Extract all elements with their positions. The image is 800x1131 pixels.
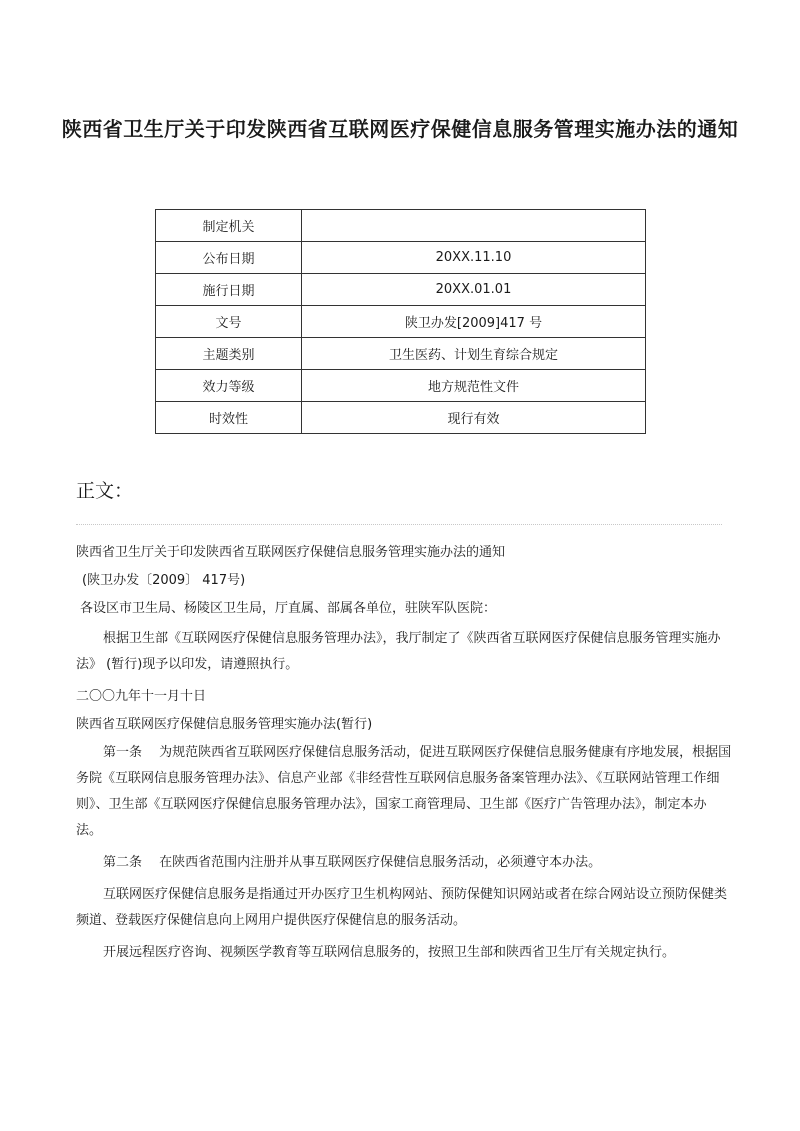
meta-value: [302, 210, 646, 242]
doc-number: (陕卫办发〔2009〕 417号): [82, 573, 246, 588]
article-1: 第一条 为规范陕西省互联网医疗保健信息服务活动，促进互联网医疗保健信息服务健康有序地发展，根据国务院《互联网信息服务管理办法》、信息产业部《非经营性互联网信息服务备案管理办法》、《互联网站管理工作细则》、卫生部《互联网医疗保健信息服务管理办法》，国家工商管理局、卫生部《医疗广告管理办法》，制定本办法。: [76, 745, 732, 838]
meta-value: 地方规范性文件: [302, 370, 646, 402]
document-title: 陕西省卫生厅关于印发陕西省互联网医疗保健信息服务管理实施办法的通知: [61, 117, 739, 142]
table-row: [156, 210, 646, 242]
document-body: [76, 540, 732, 972]
table-row: [156, 242, 646, 274]
meta-value: 陕卫办发[2009]417 号: [302, 306, 646, 338]
meta-label: 文号: [156, 306, 302, 338]
section-heading: 正文：: [76, 480, 134, 502]
metadata-table: [155, 209, 646, 434]
notice-title: 陕西省卫生厅关于印发陕西省互联网医疗保健信息服务管理实施办法的通知: [76, 545, 506, 560]
paragraph-intro: 根据卫生部《互联网医疗保健信息服务管理办法》，我厅制定了《陕西省互联网医疗保健信息服务管理实施办法》 (暂行)现予以印发，请遵照执行。: [76, 631, 721, 672]
table-row: [156, 338, 646, 370]
meta-value: 现行有效: [302, 402, 646, 434]
meta-label: 效力等级: [156, 370, 302, 402]
meta-label: 施行日期: [156, 274, 302, 306]
measures-title: 陕西省互联网医疗保健信息服务管理实施办法(暂行): [76, 717, 373, 732]
meta-label: 制定机关: [156, 210, 302, 242]
divider: [76, 524, 722, 525]
meta-value: 20XX.01.01: [302, 274, 646, 306]
issue-date: 二〇〇九年十一月十日: [76, 689, 207, 704]
paragraph-remote: 开展远程医疗咨询、视频医学教育等互联网信息服务的，按照卫生部和陕西省卫生厅有关规定执行。: [103, 945, 676, 960]
article-2: 第二条 在陕西省范围内注册并从事互联网医疗保健信息服务活动，必须遵守本办法。: [103, 855, 602, 870]
meta-value: 20XX.11.10: [302, 242, 646, 274]
meta-value: 卫生医药、计划生育综合规定: [302, 338, 646, 370]
table-row: [156, 370, 646, 402]
table-row: [156, 402, 646, 434]
table-row: [156, 274, 646, 306]
meta-label: 时效性: [156, 402, 302, 434]
meta-label: 公布日期: [156, 242, 302, 274]
paragraph-definition: 互联网医疗保健信息服务是指通过开办医疗卫生机构网站、预防保健知识网站或者在综合网站设立预防保健类频道、登载医疗保健信息向上网用户提供医疗保健信息的服务活动。: [76, 887, 728, 928]
table-row: [156, 306, 646, 338]
meta-label: 主题类别: [156, 338, 302, 370]
addressees: 各设区市卫生局、杨陵区卫生局，厅直属、部属各单位，驻陕军队医院：: [80, 601, 497, 616]
